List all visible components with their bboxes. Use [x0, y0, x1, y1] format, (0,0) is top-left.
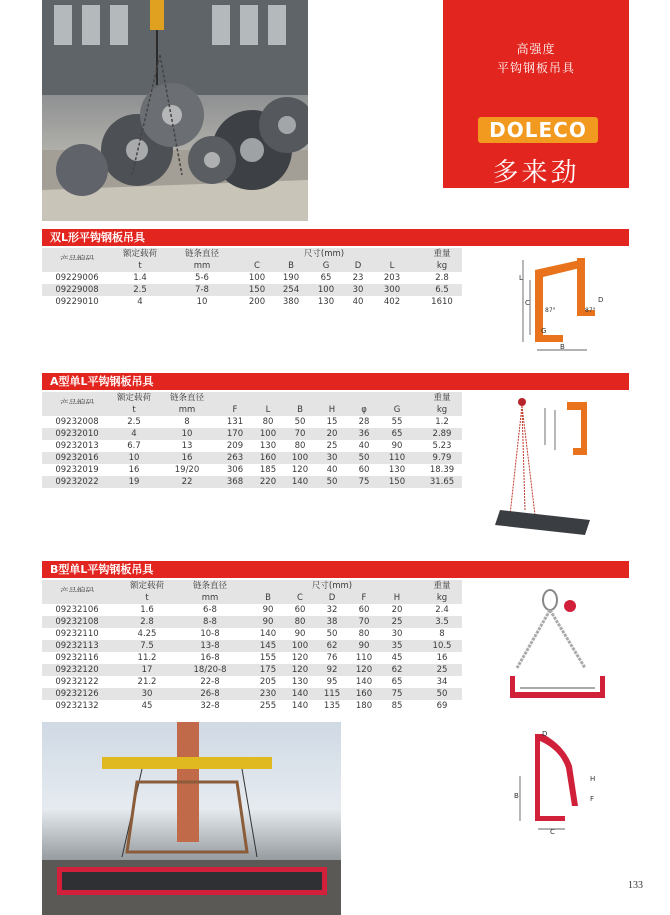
label-c: C	[550, 828, 555, 836]
table-cell: 90	[262, 605, 274, 615]
table-cell: 160	[259, 453, 277, 463]
table-cell: 13	[181, 441, 193, 451]
table-cell: 15	[326, 417, 338, 427]
label-l: L	[519, 274, 523, 282]
col-b: B	[265, 593, 271, 603]
table-cell: 10	[181, 429, 193, 439]
section-title-a-type: A型单L平钩钢板吊具	[42, 373, 629, 390]
table-cell: 100	[317, 285, 335, 295]
doleco-logo: DOLECO	[478, 117, 598, 143]
table-cell: 25	[391, 617, 403, 627]
table-cell: 155	[259, 653, 277, 663]
table-cell: 50	[326, 477, 338, 487]
table-cell: 40	[358, 441, 370, 451]
label-h: H	[590, 775, 596, 783]
table-cell: 254	[282, 285, 300, 295]
table-cell: 130	[388, 465, 406, 475]
table-cell: 203	[383, 273, 401, 283]
table-header-top	[42, 392, 462, 404]
table-cell: 28	[358, 417, 370, 427]
col-g: G	[393, 405, 401, 415]
product-code: 09232019	[55, 465, 99, 475]
table-cell: 135	[323, 701, 341, 711]
table-cell: 50	[326, 629, 338, 639]
table-cell: 120	[291, 665, 309, 675]
header-weight: 重量	[433, 393, 451, 403]
table-cell: 140	[259, 629, 277, 639]
spec-table-b-type	[42, 580, 462, 712]
crane-lifting-photo	[42, 722, 341, 915]
table-cell: 35	[391, 641, 403, 651]
col-d: D	[328, 593, 336, 603]
table-cell: 18.39	[429, 465, 455, 475]
table-cell: 19	[128, 477, 140, 487]
table-row	[42, 664, 462, 676]
col-l: L	[265, 405, 271, 415]
b-type-chain-sling-diagram	[505, 588, 610, 703]
header-dimensions: 尺寸(mm)	[311, 581, 353, 591]
table-cell: 4	[137, 297, 143, 307]
table-cell: 50	[436, 689, 448, 699]
table-cell: 50	[358, 453, 370, 463]
product-code: 09232132	[55, 701, 99, 711]
table-cell: 140	[291, 477, 309, 487]
brand-subtitle-line2: 平钩钢板吊具	[496, 61, 575, 75]
unit-kg: kg	[436, 593, 448, 603]
table-row	[42, 284, 462, 296]
table-cell: 65	[320, 273, 332, 283]
label-c: C	[525, 299, 530, 307]
table-cell: 130	[259, 441, 277, 451]
table-cell: 402	[383, 297, 401, 307]
table-cell: 90	[358, 641, 370, 651]
section-title-double-l: 双L形平钩钢板吊具	[42, 229, 629, 246]
unit-t: t	[138, 261, 142, 271]
product-code: 09232106	[55, 605, 99, 615]
table-cell: 160	[355, 689, 373, 699]
label-b: B	[514, 792, 519, 800]
header-dimensions: 尺寸(mm)	[303, 249, 345, 259]
table-cell: 220	[259, 477, 277, 487]
table-cell: 100	[291, 453, 309, 463]
product-code: 09229008	[55, 285, 99, 295]
table-cell: 120	[355, 665, 373, 675]
table-cell: 120	[291, 653, 309, 663]
table-cell: 368	[226, 477, 244, 487]
table-cell: 300	[383, 285, 401, 295]
table-cell: 22-8	[200, 677, 220, 687]
table-row	[42, 272, 462, 284]
table-cell: 4.25	[137, 629, 157, 639]
table-cell: 40	[352, 297, 364, 307]
table-cell: 60	[358, 465, 370, 475]
table-cell: 10	[196, 297, 208, 307]
table-cell: 90	[262, 617, 274, 627]
table-cell: 19/20	[174, 465, 200, 475]
table-cell: 8	[439, 629, 445, 639]
table-cell: 95	[326, 677, 338, 687]
table-cell: 25	[326, 441, 338, 451]
b-type-hook-diagram	[510, 726, 605, 836]
table-row	[42, 652, 462, 664]
product-code: 09232016	[55, 453, 99, 463]
table-cell: 185	[259, 465, 277, 475]
product-code: 09229006	[55, 273, 99, 283]
label-angle1: 87°	[545, 307, 556, 314]
label-b: B	[560, 343, 565, 351]
table-cell: 10-8	[200, 629, 220, 639]
table-cell: 90	[391, 441, 403, 451]
col-f: F	[232, 405, 238, 415]
table-row	[42, 476, 462, 488]
col-h: H	[328, 405, 336, 415]
table-cell: 7-8	[195, 285, 209, 295]
table-cell: 140	[355, 677, 373, 687]
table-cell: 20	[326, 429, 338, 439]
unit-kg: kg	[436, 261, 448, 271]
table-cell: 18/20-8	[193, 665, 227, 675]
table-header-top	[42, 580, 462, 592]
table-cell: 32-8	[200, 701, 220, 711]
table-cell: 150	[388, 477, 406, 487]
table-cell: 45	[391, 653, 403, 663]
table-cell: 70	[294, 429, 306, 439]
table-cell: 2.89	[432, 429, 452, 439]
label-f: F	[590, 795, 595, 803]
table-cell: 25	[436, 665, 448, 675]
table-cell: 2.5	[133, 285, 147, 295]
table-cell: 306	[226, 465, 244, 475]
table-header-top	[42, 248, 462, 260]
header-chain: 链条直径	[169, 393, 205, 403]
unit-mm: mm	[178, 405, 196, 415]
table-cell: 60	[294, 605, 306, 615]
table-cell: 60	[358, 605, 370, 615]
table-cell: 263	[226, 453, 244, 463]
table-cell: 8	[184, 417, 190, 427]
product-code: 09232116	[55, 653, 99, 663]
table-cell: 209	[226, 441, 244, 451]
table-cell: 120	[291, 465, 309, 475]
table-row	[42, 464, 462, 476]
table-cell: 6.5	[435, 285, 449, 295]
table-cell: 75	[391, 689, 403, 699]
table-cell: 16-8	[200, 653, 220, 663]
table-cell: 22	[181, 477, 193, 487]
table-cell: 30	[391, 629, 403, 639]
header-load: 额定载荷	[116, 393, 152, 403]
double-l-clamp-diagram	[505, 250, 625, 355]
table-cell: 5.23	[432, 441, 452, 451]
a-type-lifting-diagram	[495, 390, 625, 540]
table-cell: 131	[226, 417, 244, 427]
table-cell: 180	[355, 701, 373, 711]
brand-panel	[443, 0, 629, 188]
table-cell: 62	[326, 641, 338, 651]
table-cell: 9.79	[432, 453, 452, 463]
table-cell: 69	[436, 701, 448, 711]
product-code: 09232008	[55, 417, 99, 427]
unit-mm: mm	[201, 593, 219, 603]
unit-mm: mm	[193, 261, 211, 271]
table-cell: 30	[352, 285, 364, 295]
table-cell: 130	[317, 297, 335, 307]
table-cell: 7.5	[140, 641, 154, 651]
header-weight: 重量	[433, 249, 451, 259]
col-l: L	[389, 261, 395, 271]
label-g: G	[541, 327, 547, 335]
table-cell: 1.4	[133, 273, 147, 283]
table-cell: 175	[259, 665, 277, 675]
table-cell: 230	[259, 689, 277, 699]
table-cell: 1.2	[435, 417, 449, 427]
table-row	[42, 700, 462, 712]
product-code: 09232108	[55, 617, 99, 627]
table-cell: 20	[391, 605, 403, 615]
table-cell: 2.8	[435, 273, 449, 283]
table-cell: 32	[326, 605, 338, 615]
table-cell: 130	[291, 677, 309, 687]
header-load: 额定载荷	[129, 581, 165, 591]
table-cell: 92	[326, 665, 338, 675]
col-phi: φ	[361, 405, 367, 415]
table-cell: 190	[282, 273, 300, 283]
unit-t: t	[132, 405, 136, 415]
table-cell: 170	[226, 429, 244, 439]
table-cell: 30	[141, 689, 153, 699]
table-cell: 17	[141, 665, 153, 675]
table-cell: 16	[436, 653, 448, 663]
table-cell: 100	[291, 641, 309, 651]
table-cell: 10	[128, 453, 140, 463]
product-code: 09232013	[55, 441, 99, 451]
steel-coil-photo	[42, 0, 308, 221]
product-code: 09232113	[55, 641, 99, 651]
spec-table-double-l	[42, 248, 462, 308]
col-g: G	[322, 261, 330, 271]
table-cell: 36	[358, 429, 370, 439]
table-header-bottom	[42, 404, 462, 416]
table-row	[42, 688, 462, 700]
table-header-bottom	[42, 260, 462, 272]
table-cell: 16	[128, 465, 140, 475]
table-cell: 10.5	[432, 641, 452, 651]
table-cell: 110	[355, 653, 373, 663]
header-weight: 重量	[433, 581, 451, 591]
col-c: C	[254, 261, 260, 271]
spec-table-a-type	[42, 392, 462, 488]
table-cell: 85	[391, 701, 403, 711]
brand-chinese-name: 多来劲	[492, 158, 580, 188]
product-code: 09232022	[55, 477, 99, 487]
table-cell: 1610	[431, 297, 453, 307]
unit-t: t	[145, 593, 149, 603]
table-cell: 8-8	[203, 617, 217, 627]
table-cell: 30	[326, 453, 338, 463]
table-cell: 75	[358, 477, 370, 487]
table-cell: 76	[326, 653, 338, 663]
table-row	[42, 616, 462, 628]
table-cell: 70	[358, 617, 370, 627]
product-code: 09232110	[55, 629, 99, 639]
table-cell: 50	[294, 417, 306, 427]
table-cell: 380	[282, 297, 300, 307]
table-cell: 4	[131, 429, 137, 439]
table-cell: 11.2	[137, 653, 157, 663]
table-row	[42, 676, 462, 688]
table-cell: 140	[291, 689, 309, 699]
table-row	[42, 428, 462, 440]
brand-subtitle-line1: 高强度	[516, 42, 556, 56]
table-cell: 100	[248, 273, 266, 283]
table-cell: 55	[391, 417, 403, 427]
table-cell: 6.7	[127, 441, 141, 451]
col-f: F	[361, 593, 367, 603]
table-row	[42, 628, 462, 640]
table-cell: 100	[259, 429, 277, 439]
section-title-b-type: B型单L平钩钢板吊具	[42, 561, 629, 578]
table-cell: 80	[294, 617, 306, 627]
table-cell: 13-8	[200, 641, 220, 651]
table-row	[42, 640, 462, 652]
header-chain: 链条直径	[184, 249, 220, 259]
table-cell: 38	[326, 617, 338, 627]
table-cell: 115	[323, 689, 341, 699]
table-header-bottom	[42, 592, 462, 604]
table-cell: 65	[391, 429, 403, 439]
table-cell: 3.5	[435, 617, 449, 627]
col-b: B	[288, 261, 294, 271]
table-row	[42, 296, 462, 308]
product-code: 09229010	[55, 297, 99, 307]
col-b: B	[297, 405, 303, 415]
label-angle2: 87°	[585, 307, 596, 314]
table-cell: 2.5	[127, 417, 141, 427]
table-cell: 80	[262, 417, 274, 427]
page-number: 133	[628, 880, 643, 891]
unit-kg: kg	[436, 405, 448, 415]
label-d: D	[598, 296, 604, 304]
product-code: 09232120	[55, 665, 99, 675]
table-cell: 1.6	[140, 605, 154, 615]
table-cell: 40	[326, 465, 338, 475]
table-cell: 150	[248, 285, 266, 295]
table-cell: 205	[259, 677, 277, 687]
table-cell: 200	[248, 297, 266, 307]
col-d: D	[354, 261, 362, 271]
product-code: 09232010	[55, 429, 99, 439]
table-cell: 16	[181, 453, 193, 463]
header-load: 额定载荷	[122, 249, 158, 259]
table-cell: 62	[391, 665, 403, 675]
product-code: 09232122	[55, 677, 99, 687]
table-cell: 80	[358, 629, 370, 639]
table-cell: 6-8	[203, 605, 217, 615]
col-c: C	[297, 593, 303, 603]
table-cell: 65	[391, 677, 403, 687]
header-chain: 链条直径	[192, 581, 228, 591]
table-cell: 2.4	[435, 605, 449, 615]
label-d: D	[542, 730, 548, 738]
table-cell: 31.65	[429, 477, 455, 487]
table-row	[42, 416, 462, 428]
table-cell: 90	[294, 629, 306, 639]
table-row	[42, 440, 462, 452]
table-cell: 21.2	[137, 677, 157, 687]
table-cell: 110	[388, 453, 406, 463]
table-cell: 23	[352, 273, 364, 283]
table-row	[42, 452, 462, 464]
table-cell: 145	[259, 641, 277, 651]
table-row	[42, 604, 462, 616]
col-h: H	[393, 593, 401, 603]
table-cell: 80	[294, 441, 306, 451]
table-cell: 5-6	[195, 273, 209, 283]
table-cell: 2.8	[140, 617, 154, 627]
table-cell: 34	[436, 677, 448, 687]
table-cell: 255	[259, 701, 277, 711]
product-code: 09232126	[55, 689, 99, 699]
table-cell: 140	[291, 701, 309, 711]
table-cell: 26-8	[200, 689, 220, 699]
table-cell: 45	[141, 701, 153, 711]
